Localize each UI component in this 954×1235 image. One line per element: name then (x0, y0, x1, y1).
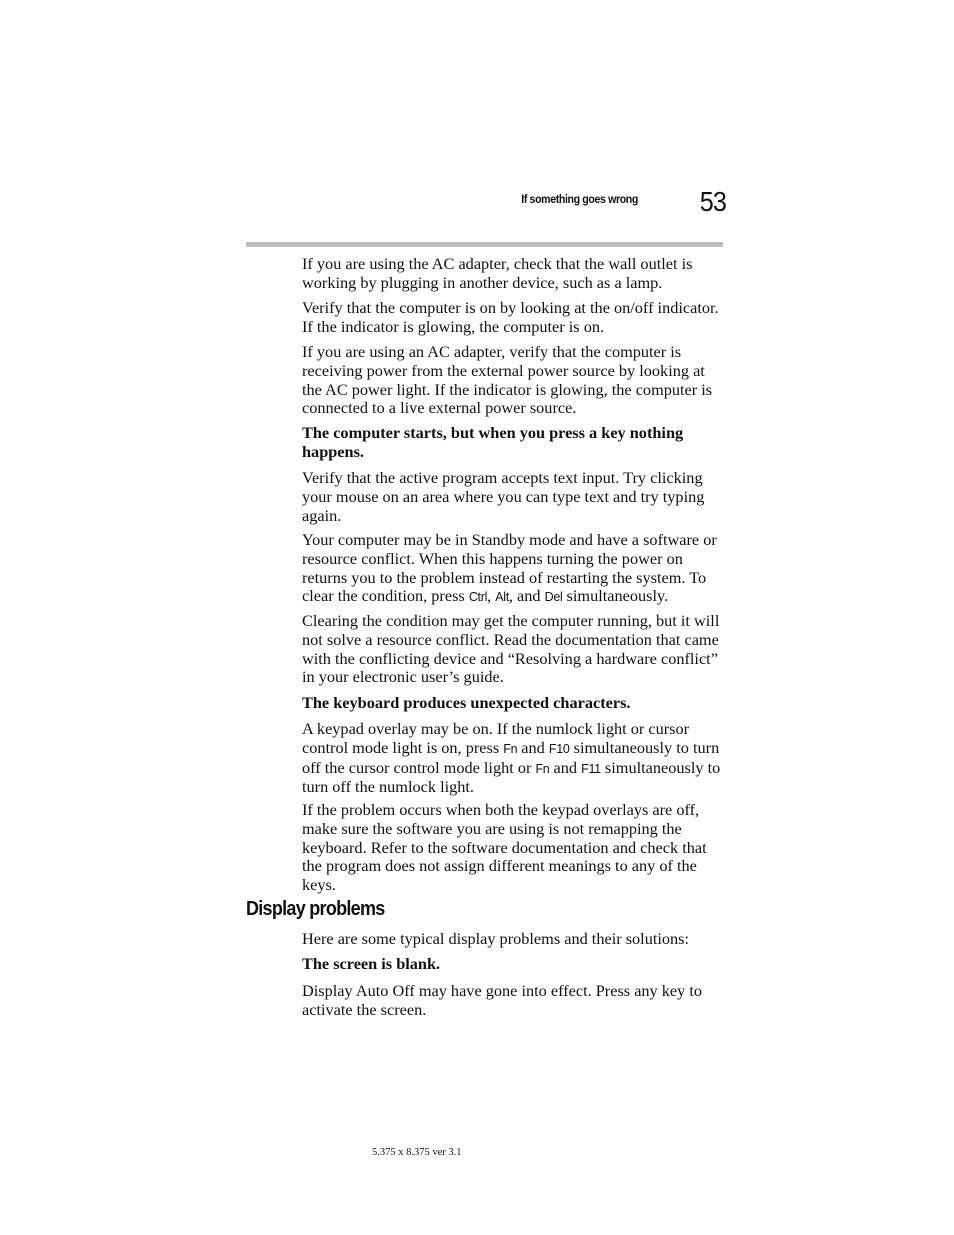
word-and: and (517, 737, 549, 757)
standby-text-start: Your computer may be in Standby mode and have a software or resource conflict. When this happens turning the power on returns you to the problem instead of restarting the system. To clear the condition, press (302, 530, 717, 606)
paragraph-ac-power-light: If you are using an AC adapter, verify that the computer is receiving power from the external power source by looking at the AC power light. If the indicator is glowing, the computer is connected to a live external power source. (302, 342, 713, 418)
paragraph-text-input: Verify that the active program accepts text input. Try clicking your mouse on an area where you can type text and try typing again. (302, 468, 705, 525)
key-f11: F11 (581, 761, 601, 776)
paragraph-clearing-condition: Clearing the condition may get the computer running, but it will not solve a resource conflict. Read the documentation that came with the conflicting device and “Resolving a hardware conflict” in your electronic user’s guide. (302, 611, 720, 687)
key-alt: Alt (495, 590, 509, 605)
section-heading-display-problems: Display problems (246, 898, 385, 920)
paragraph-ac-outlet: If you are using the AC adapter, check that the wall outlet is working by plugging in another device, such as a lamp. (302, 254, 693, 292)
paragraph-on-off-indicator: Verify that the computer is on by looking at the on/off indicator. If the indicator is glowing, the computer is on. (302, 298, 719, 336)
key-del: Del (544, 590, 563, 605)
paragraph-remapping: If the problem occurs when both the keypad overlays are off, make sure the software you are using is not remapping the keyboard. Refer to the software documentation and check that the program does not assign different meanings to any of the keys. (302, 800, 707, 895)
page-number: 53 (699, 186, 726, 217)
subheading-screen-blank: The screen is blank. (302, 954, 441, 973)
key-f10: F10 (548, 741, 570, 756)
key-fn: Fn (503, 741, 518, 756)
paragraph-standby-mode (302, 531, 726, 607)
keypad-text-start: A keypad overlay may be on. If the numlock light or cursor control mode light is on, press (302, 719, 690, 757)
subheading-unexpected-characters: The keyboard produces unexpected characters. (302, 693, 631, 712)
keypad-text-end: simultaneously to turn off the numlock light. (302, 757, 721, 797)
word-and-second: and (549, 757, 582, 777)
paragraph-display-auto-off: Display Auto Off may have gone into effect. Press any key to activate the screen. (302, 981, 703, 1019)
header-rule (246, 242, 723, 247)
separator-and: , and (508, 586, 545, 606)
subheading-key-nothing-happens: The computer starts, but when you press a key nothing happens. (302, 423, 684, 461)
paragraph-keypad-overlay (302, 720, 726, 797)
footer-version: 5.375 x 8.375 ver 3.1 (372, 1147, 462, 1158)
key-fn-second: Fn (535, 761, 550, 776)
separator-comma: , (487, 586, 496, 606)
keypad-text-middle: simultaneously to turn off the cursor control mode light or (302, 737, 720, 777)
key-ctrl: Ctrl (468, 590, 488, 605)
running-header-title: If something goes wrong (521, 194, 638, 206)
standby-text-end: simultaneously. (562, 586, 669, 606)
paragraph-display-intro: Here are some typical display problems and their solutions: (302, 929, 690, 948)
